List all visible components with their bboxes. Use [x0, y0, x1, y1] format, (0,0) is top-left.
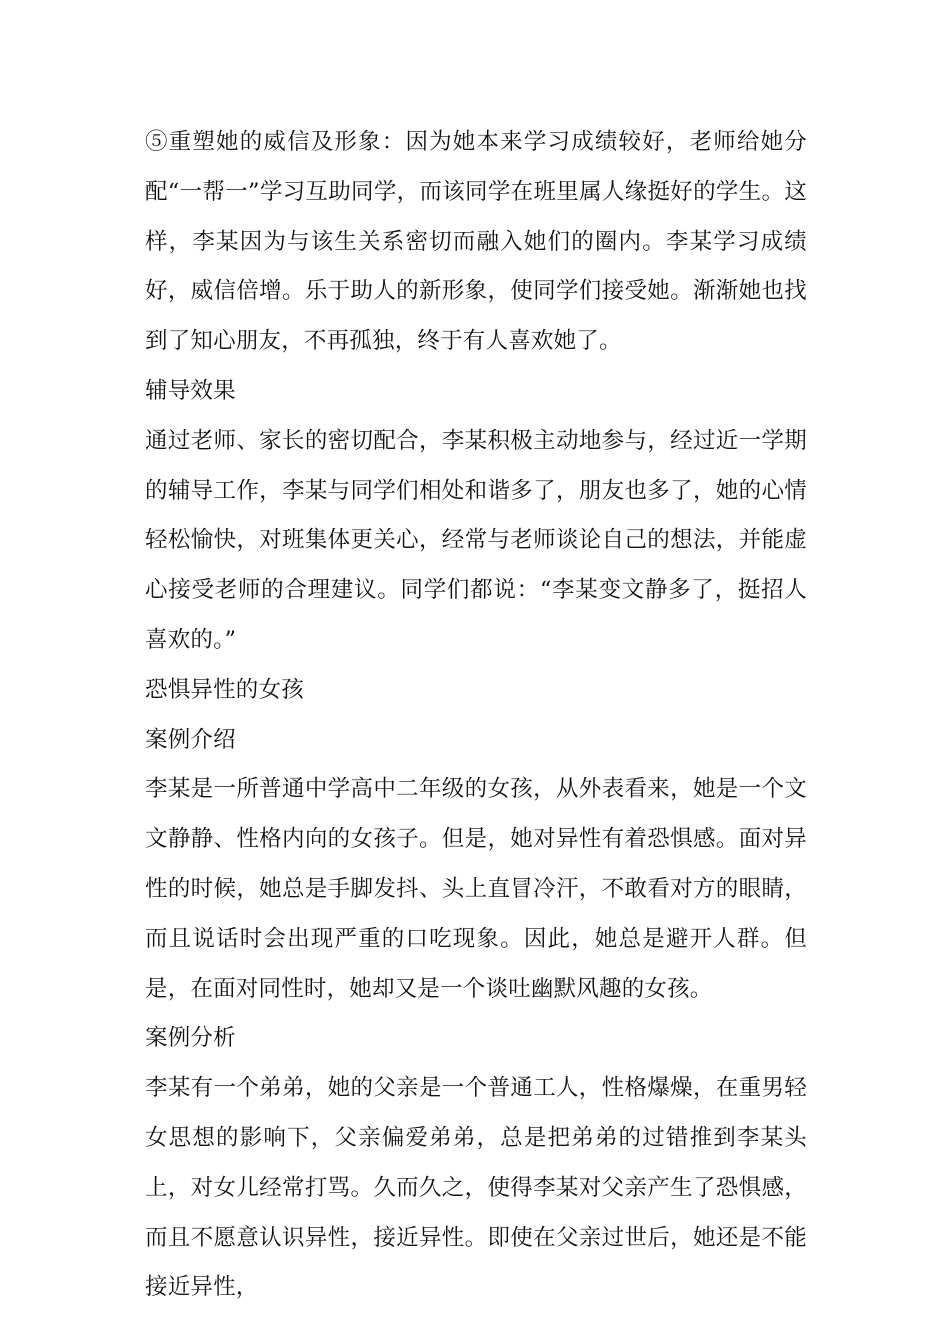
paragraph-case-introduction: 李某是一所普通中学高中二年级的女孩，从外表看来，她是一个文文静静、性格内向的女孩子。但是，她对异性有着恐惧感。面对异性的时候，她总是手脚发抖、头上直冒冷汗，不敢看对方的眼睛，而且说话时会出现严重的口吃现象。因此，她总是避开人群。但是，在面对同性时，她却又是一个谈吐幽默风趣的女孩。 — [145, 776, 807, 1002]
paragraph-case-analysis: 李某有一个弟弟，她的父亲是一个普通工人，性格爆燥，在重男轻女思想的影响下，父亲偏爱弟弟，总是把弟弟的过错推到李某头上，对女儿经常打骂。久而久之，使得李某对父亲产生了恐惧感，而且不愿意认识异性，接近异性。即使在父亲过世后，她还是不能接近异性， — [145, 1075, 807, 1301]
section-heading-case-introduction: 案例介绍 — [145, 726, 236, 753]
document-body — [145, 118, 807, 1313]
case-title: 恐惧异性的女孩 — [145, 676, 304, 703]
section-heading-counseling-effect: 辅导效果 — [145, 377, 236, 404]
paragraph-counseling-effect: 通过老师、家长的密切配合，李某积极主动地参与，经过近一学期的辅导工作，李某与同学们相处和谐多了，朋友也多了，她的心情轻松愉快，对班集体更关心，经常与老师谈论自己的想法，并能虚心接受老师的合理建议。同学们都说：“李某变文静多了，挺招人喜欢的。” — [145, 427, 807, 653]
section-heading-case-analysis: 案例分析 — [145, 1025, 236, 1052]
paragraph-rebuild-image: ⑤重塑她的威信及形象：因为她本来学习成绩较好，老师给她分配“一帮一”学习互助同学，而该同学在班里属人缘挺好的学生。这样，李某因为与该生关系密切而融入她们的圈内。李某学习成绩好，威信倍增。乐于助人的新形象，使同学们接受她。渐渐她也找到了知心朋友，不再孤独，终于有人喜欢她了。 — [145, 129, 807, 355]
